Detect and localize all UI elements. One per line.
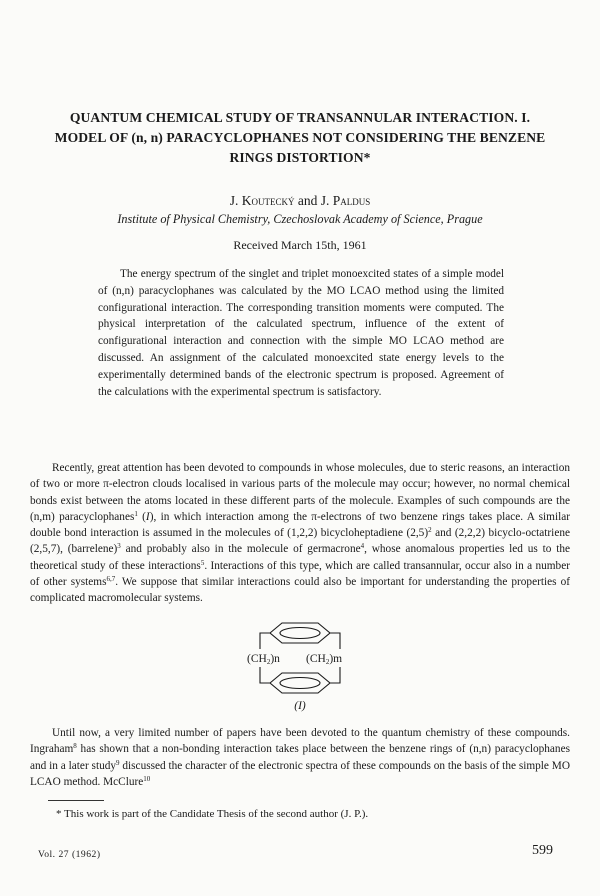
reference-5: 5 (200, 558, 205, 567)
label-subscript: 2 (325, 658, 330, 666)
label-subscript: 2 (266, 658, 271, 666)
label-text: (CH (247, 653, 267, 665)
bottom-benzene-ring (270, 673, 330, 693)
text-run: has shown that a non-bonding interaction takes place between the benzene rings of (n,n) paracyclophanes and in a later study (30, 743, 570, 772)
top-benzene-ring (270, 623, 330, 643)
received-date: Received March 15th, 1961 (233, 238, 367, 252)
right-bridge-lower (330, 667, 340, 683)
title-line-2: MODEL OF (n, n) PARACYCLOPHANES NOT CONSIDERING THE BENZENE (54, 130, 546, 145)
footnote-rule (48, 800, 104, 801)
author-conjunction: and (294, 193, 321, 208)
bridge-label-m (306, 653, 342, 665)
author-line (0, 193, 600, 209)
text-run: discussed the character of the electronic spectra of these compounds on the basis of the simple MO LCAO method. McClure (30, 759, 570, 788)
text-run: Recently, great attention has been devoted to compounds in whose molecules, due to steric reasons, an interaction of two or more π-electron clouds localised in various parts of the molecule may occur; however, no normal chemical bonds exist between the atoms located in these different parts of the molecule. Examples of such compounds are the (n,m) paracyclophanes (30, 462, 570, 523)
volume-label: Vol. 27 (1962) (38, 849, 101, 860)
label-text: )n (270, 653, 280, 665)
body-paragraph-1 (30, 460, 570, 607)
text-run: . We suppose that similar interactions could also be important for understanding the properties of complicated macromolecular systems. (30, 576, 570, 605)
abstract: The energy spectrum of the singlet and triplet monoexcited states of a simple model of (n,n) paracyclophanes was calculated by the MO LCAO method using the limited configurational interaction. The corresponding transition moments were computed. The physical interpretation of the calculated spectrum, influence of the extent of configurational interaction and connection with the simple MO LCAO method are discussed. An assignment of the calculated monoexcited state energy levels to the experimentally determined bands of the electronic spectrum is proposed. Agreement of the calculations with the experimental spectrum is satisfactory. (98, 268, 504, 398)
text-run: Until now, a very limited number of papers have been devoted to the quantum chemistry of these compounds. Ingraham (30, 727, 570, 756)
structure-id: (I) (294, 700, 306, 712)
body-paragraph-2 (30, 725, 570, 790)
author-1-surname: outecký (251, 193, 295, 208)
page-number: 599 (532, 843, 553, 858)
reference-8: 8 (73, 742, 77, 751)
author-2-initial: J. P (320, 193, 341, 208)
left-bridge-lower (260, 667, 270, 683)
right-bridge (330, 633, 340, 649)
text-run: , whose anomalous properties led us to the theoretical study of these interactions (30, 543, 570, 572)
reference-10: 10 (143, 774, 151, 783)
label-text: )m (329, 653, 343, 665)
author-2-surname: aldus (340, 193, 371, 208)
title-line-3: RINGS DISTORTION* (229, 150, 371, 165)
top-ring-circle (280, 628, 320, 639)
reference-9: 9 (116, 758, 120, 767)
text-run: ), in which interaction among the π-electrons of two benzene rings takes place. A similar double bond interaction is assumed in the molecules of (1,2,2) bicycloheptadiene (2,5) (30, 510, 570, 540)
text-run: . Interactions of this type, which are called transannular, occur also in a number of other systems (30, 559, 570, 589)
article-title (30, 108, 570, 168)
author-1-initial: J. K (229, 193, 252, 208)
left-bridge (260, 633, 270, 649)
label-text: (CH (306, 653, 326, 665)
bridge-label-n (247, 653, 280, 665)
text-run: and (2,2,2) bicyclo-octatriene (2,5,7), (barrelene) (30, 527, 571, 556)
affiliation: Institute of Physical Chemistry, Czechoslovak Academy of Science, Prague (117, 212, 483, 226)
compound-label: I (145, 510, 150, 523)
reference-2: 2 (428, 526, 432, 535)
reference-1: 1 (134, 509, 138, 518)
text-run: and probably also in the molecule of germacrone (120, 543, 361, 556)
text-run: ( (137, 510, 146, 523)
reference-3: 3 (117, 542, 121, 551)
reference-4: 4 (360, 542, 365, 551)
title-line-1: QUANTUM CHEMICAL STUDY OF TRANSANNULAR INTERACTION. I. (69, 110, 531, 125)
footnote: * This work is part of the Candidate Thesis of the second author (J. P.). (56, 808, 369, 820)
reference-6-7: 6,7 (106, 575, 116, 584)
bottom-ring-circle (280, 678, 320, 689)
